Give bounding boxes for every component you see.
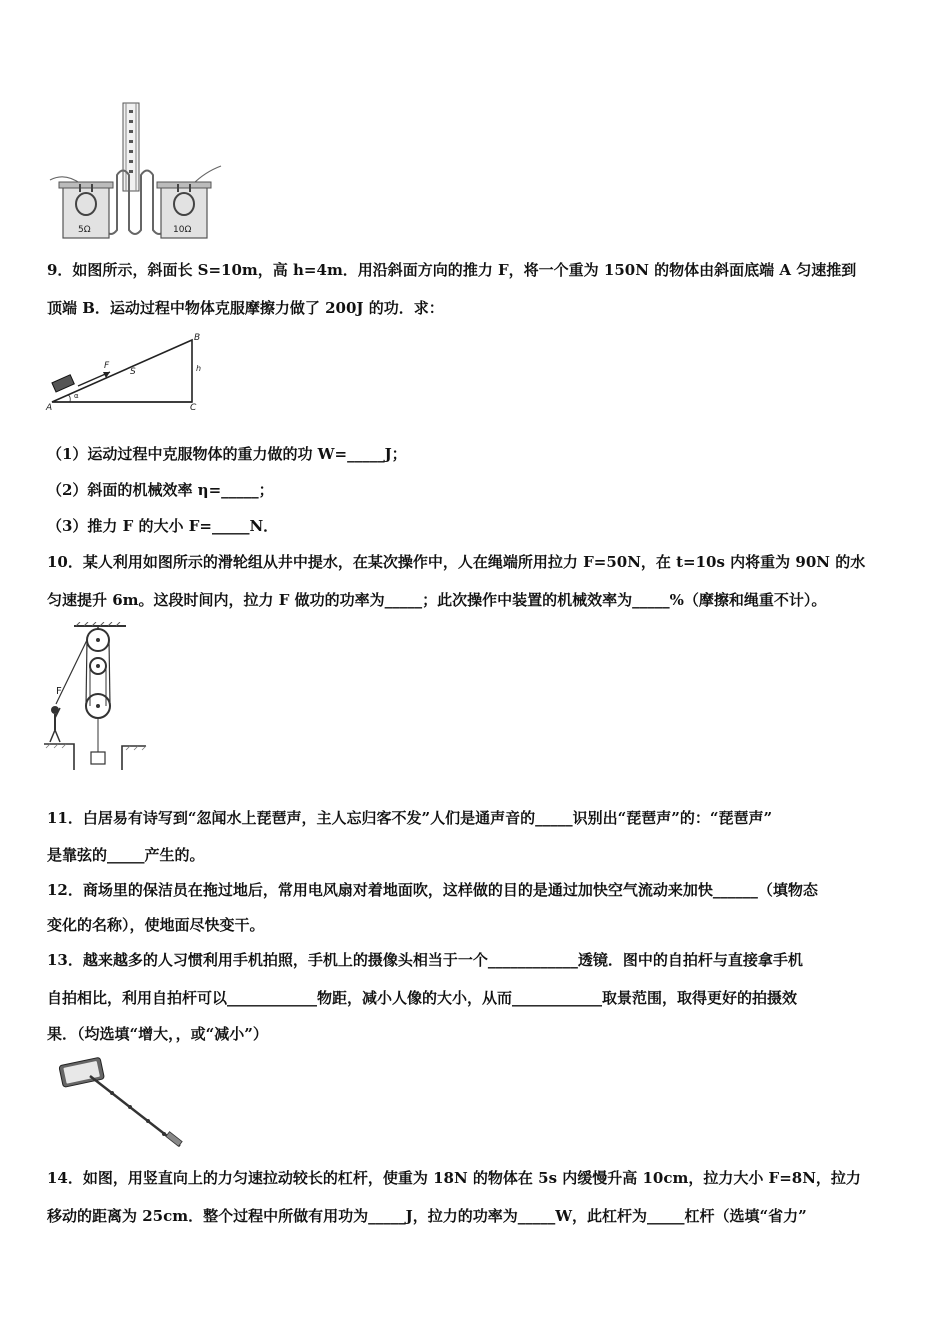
label-f: F [104,361,110,371]
q13-line2: 自拍相比，利用自拍杆可以____________物距，减小人像的大小，从而____________取景范围，取得更好的拍摄效 [47,989,798,1007]
figure-joule-experiment [45,100,225,242]
label-s: S [130,367,136,377]
q14-line1: 14．如图，用竖直向上的力匀速拉动较长的杠杆，使重为 18N 的物体在 5s 内缓慢升高 10cm，拉力大小 F=8N，拉力 [47,1169,861,1187]
q9-line1: 9．如图所示，斜面长 S=10m，高 h=4m．用沿斜面方向的推力 F，将一个重为 150N 的物体由斜面底端 A 匀速推到 [47,261,857,279]
label-pulley-f: F [56,686,62,697]
q10-line1: 10．某人利用如图所示的滑轮组从井中提水，在某次操作中，人在绳端所用拉力 F=50N，在 t=10s 内将重为 90N 的水 [47,553,866,571]
resistor-left-label: 5Ω [78,225,91,235]
label-c: C [190,403,197,412]
q12-line1: 12．商场里的保洁员在拖过地后，常用电风扇对着地面吹，这样做的目的是通过加快空气流动来加快______（填物态 [47,881,818,899]
q11-line1: 11．白居易有诗写到“忽闻水上琵琶声，主人忘归客不发”人们是通声音的_____识别出“琵琶声”的：“琵琶声” [47,809,773,827]
figure-pulley-well [42,622,152,772]
q14-line2: 移动的距离为 25cm．整个过程中所做有用功为_____J，拉力的功率为_____W，此杠杆为_____杠杆（选填“省力” [47,1207,807,1225]
q10-line2: 匀速提升 6m。这段时间内，拉力 F 做功的功率为_____；此次操作中装置的机械效率为_____%（摩擦和绳重不计）。 [47,591,827,609]
label-a: A [46,403,53,412]
q11-line2: 是靠弦的_____产生的。 [47,846,205,864]
q9-sub2: （2）斜面的机械效率 η=_____； [47,481,274,499]
label-b: B [194,333,201,343]
q12-line2: 变化的名称），使地面尽快变干。 [47,916,265,934]
q13-line3: 果．（均选填“增大，，或“减小”） [47,1025,268,1043]
q9-sub1: （1）运动过程中克服物体的重力做的功 W=_____J； [47,445,407,463]
q13-line1: 13．越来越多的人习惯利用手机拍照，手机上的摄像头相当于一个____________透镜．图中的自拍杆与直接拿手机 [47,951,803,969]
resistor-right-label: 10Ω [173,225,192,235]
label-h: h [196,364,202,373]
figure-selfie-stick [52,1056,192,1152]
label-alpha: α [74,392,79,400]
figure-incline [44,330,214,412]
q9-sub3: （3）推力 F 的大小 F=_____N． [47,517,279,535]
q9-line2: 顶端 B．运动过程中物体克服摩擦力做了 200J 的功．求： [47,299,444,317]
